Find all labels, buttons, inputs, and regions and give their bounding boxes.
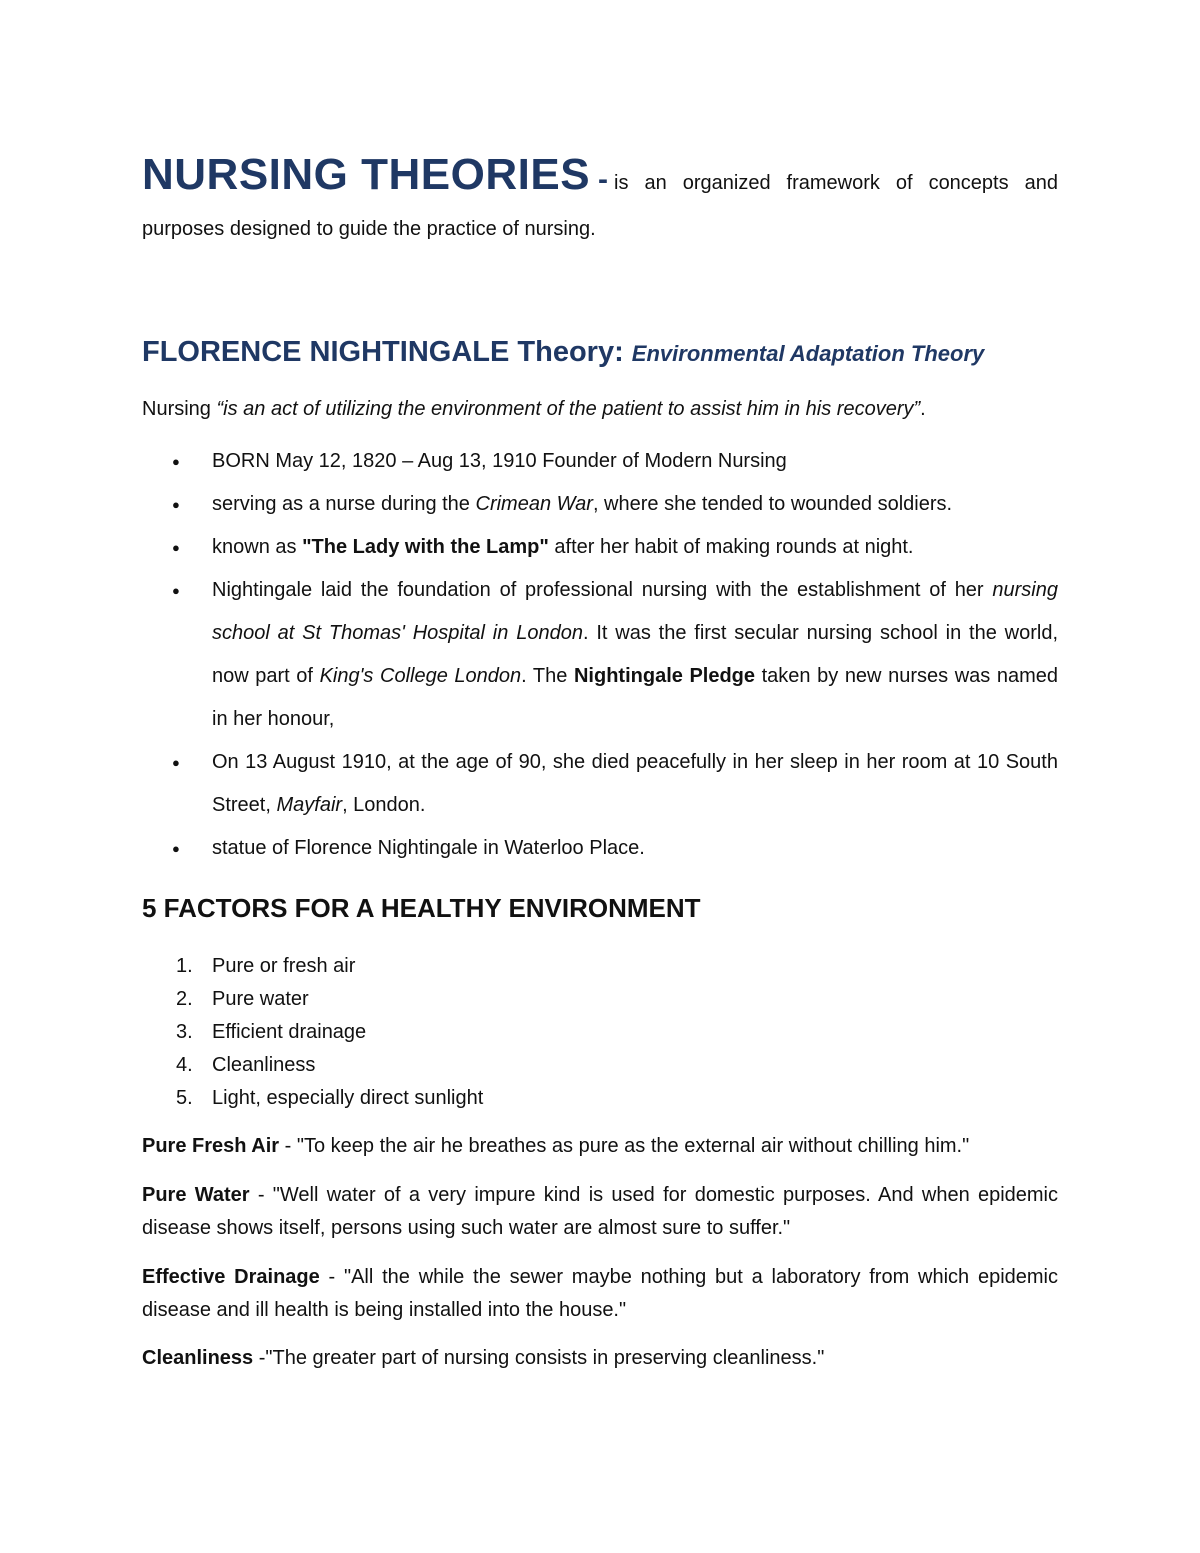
bullet-text: On 13 August 1910, at the age of 90, she died peacefully in her sleep in her room at 10 South Street, xyxy=(212,751,1058,816)
factor-number: 5. xyxy=(176,1087,193,1109)
bullet-item xyxy=(142,526,1058,569)
factor-label: Light, especially direct sunlight xyxy=(212,1087,484,1109)
definition-word: organized xyxy=(682,172,771,194)
title-line xyxy=(142,150,1058,200)
paragraph-text: - "Well water of a very impure kind is used for domestic purposes. And when epidemic disease shows itself, persons using such water are almost sure to suffer." xyxy=(142,1184,1059,1239)
bullet-text: , London. xyxy=(342,794,426,816)
definition-quote: “is an act of utilizing the environment of the patient to assist him in his recovery” xyxy=(216,398,921,420)
factor-number: 4. xyxy=(176,1054,193,1076)
bullet-text: statue of Florence Nightingale in Waterloo Place. xyxy=(212,837,645,859)
nursing-definition xyxy=(142,398,926,421)
factor-number: 2. xyxy=(176,988,193,1010)
factor-label: Pure water xyxy=(212,988,309,1010)
paragraph-label: Pure Fresh Air xyxy=(142,1135,280,1157)
definition-end: . xyxy=(920,398,926,420)
bullet-italic: Mayfair xyxy=(276,794,343,816)
bullet-bold: "The Lady with the Lamp" xyxy=(302,536,549,558)
factor-label: Efficient drainage xyxy=(212,1021,367,1043)
bullet-text: taken by new nurses was named in her honour, xyxy=(212,665,1058,730)
definition-word: concepts xyxy=(928,172,1009,194)
factor-label: Pure or fresh air xyxy=(212,955,356,977)
definition-word: an xyxy=(644,172,667,194)
definition-word: framework xyxy=(786,172,880,194)
paragraph-text: - "To keep the air he breathes as pure as the external air without chilling him." xyxy=(279,1135,970,1157)
factor-number: 3. xyxy=(176,1021,193,1043)
pure-air-paragraph xyxy=(142,1130,1058,1163)
definition-word: of xyxy=(895,172,913,194)
factor-item xyxy=(142,950,483,983)
title-definition-continued: purposes designed to guide the practice of nursing. xyxy=(142,218,596,240)
factor-item xyxy=(142,983,483,1016)
title-dash: - xyxy=(598,163,609,196)
factor-item xyxy=(142,1049,483,1082)
definition-word: and xyxy=(1024,172,1058,194)
bullet-text: after her habit of making rounds at night. xyxy=(554,536,914,558)
bullet-item xyxy=(142,483,1058,526)
pure-water-paragraph xyxy=(142,1179,1058,1245)
bullet-bold: Nightingale Pledge xyxy=(573,665,756,687)
nightingale-heading-main: FLORENCE NIGHTINGALE Theory: xyxy=(142,336,624,368)
factors-heading: 5 FACTORS FOR A HEALTHY ENVIRONMENT xyxy=(142,893,701,923)
bullet-text: serving as a nurse during the xyxy=(212,493,470,515)
bullet-item xyxy=(142,741,1058,827)
bullet-text: . The xyxy=(521,665,568,687)
definition-word: is xyxy=(614,172,629,194)
bullet-text: BORN May 12, 1820 – Aug 13, 1910 Founder of Modern Nursing xyxy=(212,450,787,472)
nightingale-heading xyxy=(142,336,984,369)
title-definition xyxy=(614,172,1058,195)
bullet-item xyxy=(142,569,1058,741)
definition-label: Nursing xyxy=(142,398,211,420)
paragraph-label: Pure Water xyxy=(142,1184,250,1206)
drainage-paragraph xyxy=(142,1261,1058,1327)
title-block xyxy=(142,150,1058,241)
bullet-item xyxy=(142,440,1058,483)
nightingale-bullet-list xyxy=(142,440,1058,870)
factors-list xyxy=(142,950,483,1115)
factor-item xyxy=(142,1082,483,1115)
nightingale-subheading: Environmental Adaptation Theory xyxy=(631,341,985,366)
bullet-italic: King's College London xyxy=(319,665,522,687)
bullet-text: Nightingale laid the foundation of professional nursing with the establishment of her xyxy=(212,579,984,601)
bullet-item xyxy=(142,827,1058,870)
factor-label: Cleanliness xyxy=(212,1054,316,1076)
bullet-text: . It was the first secular nursing school in the world, now part of xyxy=(212,622,1058,687)
bullet-text: known as xyxy=(212,536,297,558)
page-title: NURSING THEORIES xyxy=(142,150,591,199)
bullet-text: , where she tended to wounded soldiers. xyxy=(592,493,953,515)
cleanliness-paragraph xyxy=(142,1342,1058,1375)
bullet-italic: nursing school at St Thomas' Hospital in London xyxy=(212,579,1058,644)
paragraph-text: - "All the while the sewer maybe nothing but a laboratory from which epidemic disease and ill health is being installed into the house." xyxy=(142,1266,1058,1321)
paragraph-label: Effective Drainage xyxy=(142,1266,320,1288)
paragraph-label: Cleanliness xyxy=(142,1347,254,1369)
paragraph-text: -"The greater part of nursing consists in preserving cleanliness." xyxy=(253,1347,825,1369)
bullet-italic: Crimean War xyxy=(475,493,593,515)
factor-item xyxy=(142,1016,483,1049)
factor-number: 1. xyxy=(176,955,193,977)
